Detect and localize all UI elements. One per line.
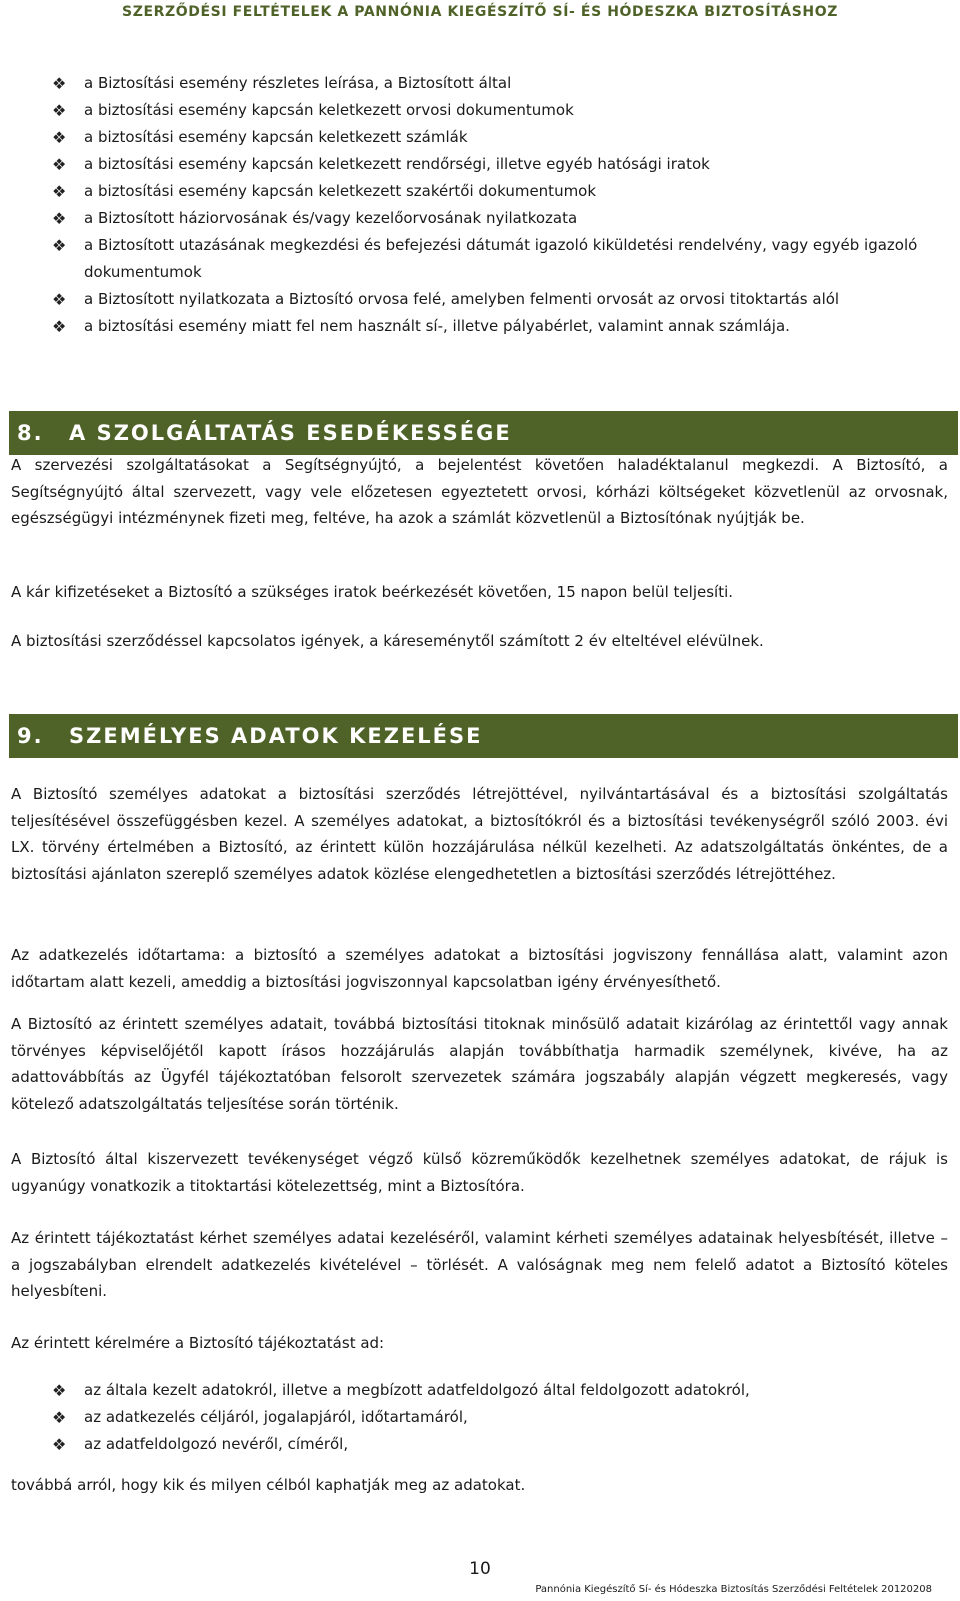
section-8-heading xyxy=(9,411,958,455)
paragraph: Az érintett kérelmére a Biztosító tájékoztatást ad: xyxy=(11,1334,385,1352)
list-item: ❖ a biztosítási esemény kapcsán keletkezett számlák xyxy=(52,124,942,151)
paragraph: A kár kifizetéseket a Biztosító a szükséges iratok beérkezését követően, 15 napon belül teljesíti. xyxy=(11,583,734,601)
section-9-heading xyxy=(9,714,958,758)
list-item: ❖ a Biztosított utazásának megkezdési és befejezési dátumát igazoló kiküldetési rendelvény, vagy egyéb igazoló dokumentumok xyxy=(52,232,942,286)
list-item: ❖ a Biztosított nyilatkozata a Biztosító orvosa felé, amelyben felmenti orvosát az orvosi titoktartás alól xyxy=(52,286,942,313)
paragraph: A szervezési szolgáltatásokat a Segítségnyújtó, a bejelentést követően haladéktalanul megkezdi. A Biztosító, a Segítségnyújtó által szervezett, vagy vele előzetesen egyeztetett orvosi, kórházi költségeket közvetlenül az orvosnak, egészségügyi intézménynek fizeti meg, feltéve, ha azok a számlát közvetlenül a Biztosítónak nyújtják be. xyxy=(11,456,948,527)
section-title: A SZOLGÁLTATÁS ESEDÉKESSÉGE xyxy=(69,421,512,445)
list-item: ❖ az általa kezelt adatokról, illetve a megbízott adatfeldolgozó által feldolgozott adatokról, xyxy=(52,1377,750,1404)
diamond-bullet-icon: ❖ xyxy=(52,1408,67,1427)
list-item: ❖ az adatfeldolgozó nevéről, címéről, xyxy=(52,1431,750,1458)
page-header: SZERZŐDÉSI FELTÉTELEK A PANNÓNIA KIEGÉSZÍTŐ SÍ- ÉS HÓDESZKA BIZTOSÍTÁSHOZ xyxy=(122,4,838,20)
page-footer: Pannónia Kiegészítő Sí- és Hódeszka Biztosítás Szerződési Feltételek 20120208 xyxy=(535,1584,932,1595)
section-number: 8. xyxy=(17,421,44,445)
diamond-bullet-icon: ❖ xyxy=(52,317,67,336)
diamond-bullet-icon: ❖ xyxy=(52,74,67,93)
paragraph: A Biztosító által kiszervezett tevékenységet végző külső közreműködők kezelhetnek személyes adatokat, de rájuk is ugyanúgy vonatkozik a titoktartási kötelezettség, mint a Biztosítóra. xyxy=(11,1150,948,1195)
diamond-bullet-icon: ❖ xyxy=(52,182,67,201)
paragraph: továbbá arról, hogy kik és milyen célból kaphatják meg az adatokat. xyxy=(11,1476,526,1494)
section-number: 9. xyxy=(17,724,44,748)
paragraph: Az érintett tájékoztatást kérhet személyes adatai kezeléséről, valamint kérheti személyes adatainak helyesbítését, illetve – a jogszabályban elrendelt adatkezelés kivételével – törlését. A valóságnak meg nem felelő adatot a Biztosító köteles helyesbíteni. xyxy=(11,1229,948,1300)
diamond-bullet-icon: ❖ xyxy=(52,1435,67,1454)
diamond-bullet-icon: ❖ xyxy=(52,128,67,147)
section-title: SZEMÉLYES ADATOK KEZELÉSE xyxy=(69,724,483,748)
diamond-bullet-icon: ❖ xyxy=(52,236,67,255)
list-item: ❖ az adatkezelés céljáról, jogalapjáról, időtartamáról, xyxy=(52,1404,750,1431)
list-item: ❖ a biztosítási esemény kapcsán keletkezett rendőrségi, illetve egyéb hatósági iratok xyxy=(52,151,942,178)
diamond-bullet-icon: ❖ xyxy=(52,1381,67,1400)
paragraph: A Biztosító az érintett személyes adatait, továbbá biztosítási titoknak minősülő adatait kizárólag az érintettől vagy annak törvényes képviselőjétől kapott írásos hozzájárulás alapján továbbíthatja harmadik személynek, kivéve, ha az adattovábbítás az Ügyfél tájékoztatóban felsorolt szervezetek számára jogszabály alapján végzett megkeresés, vagy kötelező adatszolgáltatás teljesítése során történik. xyxy=(11,1015,948,1113)
required-documents-list xyxy=(52,70,942,340)
diamond-bullet-icon: ❖ xyxy=(52,290,67,309)
list-item: ❖ a Biztosítási esemény részletes leírása, a Biztosított által xyxy=(52,70,942,97)
paragraph: A Biztosító személyes adatokat a biztosítási szerződés létrejöttével, nyilvántartásával és a biztosítási szolgáltatás teljesítésével összefüggésben kezel. A személyes adatokat, a biztosítókról és a biztosítási tevékenységről szóló 2003. évi LX. törvény értelmében a Biztosító, az érintett külön hozzájárulása nélkül kezelheti. Az adatszolgáltatás önkéntes, de a biztosítási ajánlaton szereplő személyes adatok közlése elengedhetetlen a biztosítási szerződés létrejöttéhez. xyxy=(11,785,948,883)
page-number: 10 xyxy=(469,1559,491,1579)
diamond-bullet-icon: ❖ xyxy=(52,101,67,120)
info-list xyxy=(52,1377,750,1458)
list-item: ❖ a Biztosított háziorvosának és/vagy kezelőorvosának nyilatkozata xyxy=(52,205,942,232)
paragraph: A biztosítási szerződéssel kapcsolatos igények, a káreseménytől számított 2 év elteltével elévülnek. xyxy=(11,632,764,650)
list-item: ❖ a biztosítási esemény miatt fel nem használt sí-, illetve pályabérlet, valamint annak számlája. xyxy=(52,313,942,340)
diamond-bullet-icon: ❖ xyxy=(52,155,67,174)
paragraph: Az adatkezelés időtartama: a biztosító a személyes adatokat a biztosítási jogviszony fennállása alatt, valamint azon időtartam alatt kezeli, ameddig a biztosítási jogviszonnyal kapcsolatban igény érvényesíthető. xyxy=(11,946,948,991)
list-item: ❖ a biztosítási esemény kapcsán keletkezett szakértői dokumentumok xyxy=(52,178,942,205)
diamond-bullet-icon: ❖ xyxy=(52,209,67,228)
list-item: ❖ a biztosítási esemény kapcsán keletkezett orvosi dokumentumok xyxy=(52,97,942,124)
